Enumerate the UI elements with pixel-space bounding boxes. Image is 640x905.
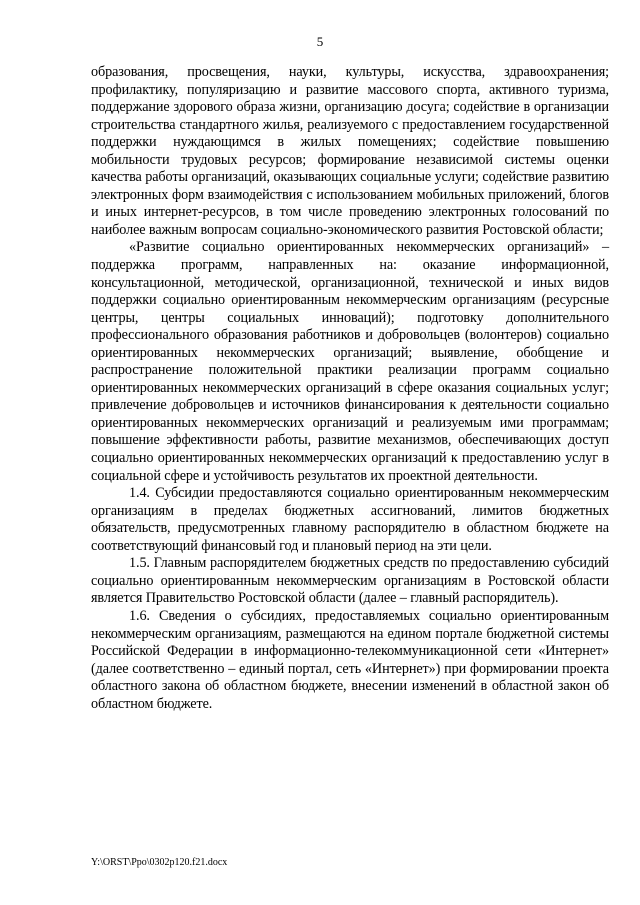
document-body <box>91 64 609 713</box>
paragraph-continuation: образования, просвещения, науки, культуры, искусства, здравоохранения; профилактику, популяризацию и развитие массового спорта, активного туризма, поддержание здорового образа жизни, организацию досуга; содействие в организации строительства стандартного жилья, реализуемого с предоставлением государственной поддержки нуждающимся в жилых помещениях; содействие повышению мобильности трудовых ресурсов; формирование независимой системы оценки качества работы организаций, оказывающих социальные услуги; содействие развитию электронных форм взаимодействия с использованием мобильных приложений, блогов и иных интернет-ресурсов, в том числе проведению электронных голосований по наиболее важным вопросам социально-экономического развития Ростовской области; <box>91 64 609 238</box>
paragraph-1-5: 1.5. Главным распорядителем бюджетных средств по предоставлению субсидий социально ориентированным некоммерческим организациям в Ростовской области является Правительство Ростовской области (далее – главный распорядитель). <box>91 555 609 607</box>
paragraph-nko-development: «Развитие социально ориентированных некоммерческих организаций» – поддержка программ, направленных на: оказание информационной, консультационной, методической, организационной, технической и иных видов поддержки социально ориентированным некоммерческим организациям (ресурсные центры, центры социальных инноваций); подготовку дополнительного профессионального образования работников и добровольцев (волонтеров) социально ориентированных некоммерческих организаций; выявление, обобщение и распространение положительной практики реализации программ социально ориентированных некоммерческих организаций в сфере оказания социальных услуг; привлечение добровольцев и источников финансирования к деятельности социально ориентированных некоммерческих организаций и реализуемым ими программам; повышение эффективности работы, развитие механизмов, обеспечивающих доступ социально ориентированных некоммерческих организаций к предоставлению услуг в социальной сфере и устойчивость результатов их проектной деятельности. <box>91 239 609 484</box>
paragraph-1-4: 1.4. Субсидии предоставляются социально ориентированным некоммерческим организациям в пределах бюджетных ассигнований, лимитов бюджетных обязательств, предусмотренных главному распорядителю в областном бюджете на соответствующий финансовый год и плановый период на эти цели. <box>91 485 609 554</box>
page-number: 5 <box>316 34 324 49</box>
file-path-footer: Y:\ORST\Ppo\0302p120.f21.docx <box>91 857 228 868</box>
paragraph-1-6: 1.6. Сведения о субсидиях, предоставляемых социально ориентированным некоммерческим организациям, размещаются на едином портале бюджетной системы Российской Федерации в информационно-телекоммуникационной сети «Интернет» (далее соответственно – единый портал, сеть «Интернет») при формировании проекта областного закона об областном бюджете, внесении изменений в областной закон об областном бюджете. <box>91 607 609 712</box>
